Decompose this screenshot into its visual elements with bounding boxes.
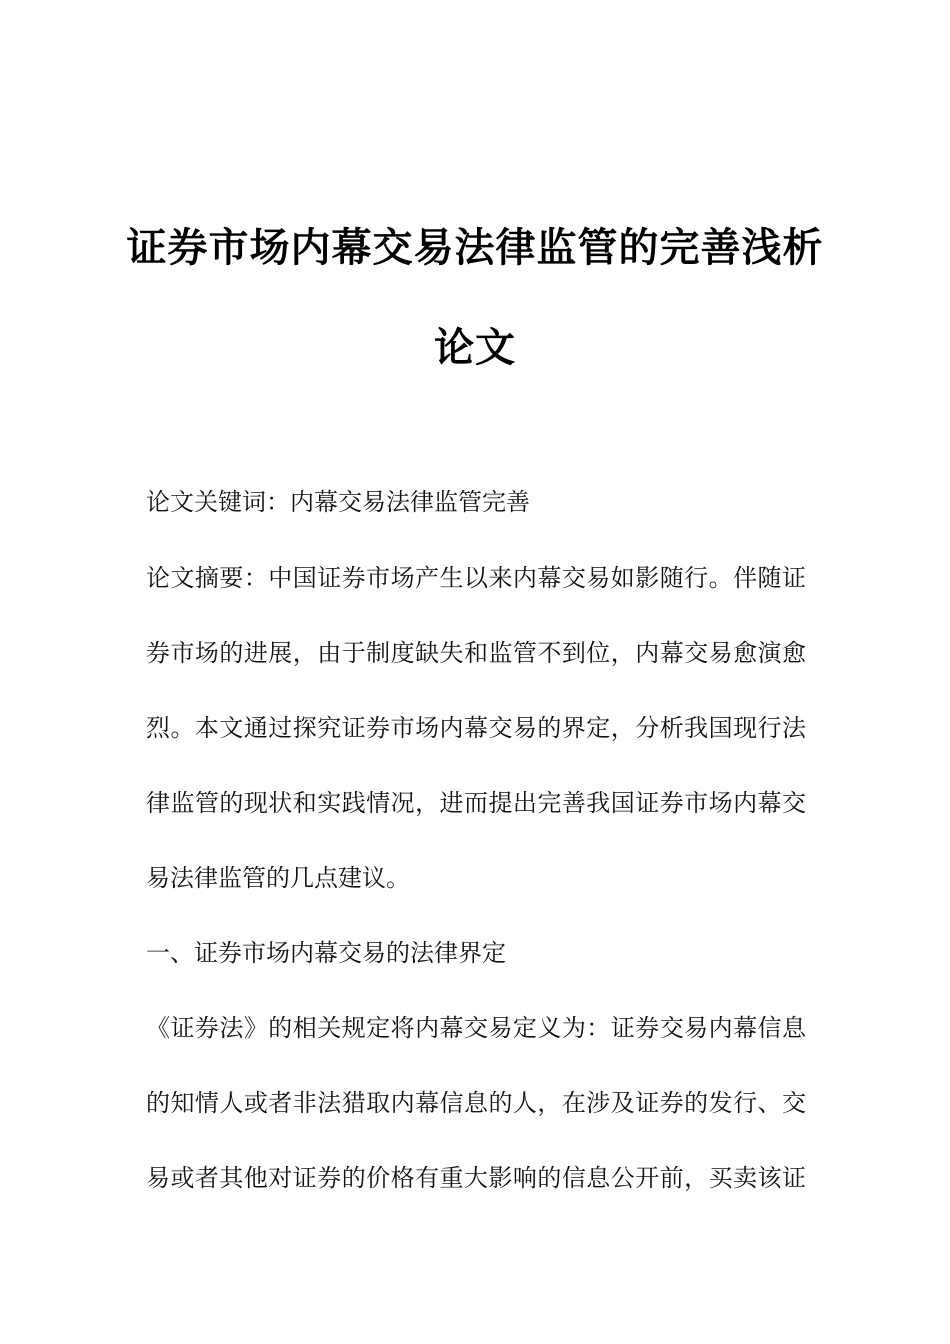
keywords-line: 论文关键词：内幕交易法律监管完善: [146, 488, 530, 516]
section-heading: 一、证券市场内幕交易的法律界定: [146, 939, 506, 967]
abstract-line-1: 论文摘要：中国证券市场产生以来内幕交易如影随行。伴随证: [146, 564, 806, 592]
abstract-line-3: 烈。本文通过探究证券市场内幕交易的界定，分析我国现行法: [146, 714, 806, 742]
section-line-1: 《证券法》的相关规定将内幕交易定义为：证券交易内幕信息: [146, 1014, 806, 1042]
abstract-line-4: 律监管的现状和实践情况，进而提出完善我国证券市场内幕交: [146, 789, 806, 817]
document-title-line-1: 证券市场内幕交易法律监管的完善浅析: [126, 225, 824, 271]
abstract-line-5: 易法律监管的几点建议。: [146, 864, 410, 892]
section-line-2: 的知情人或者非法猎取内幕信息的人，在涉及证券的发行、交: [146, 1089, 806, 1117]
document-title-line-2: 论文: [434, 325, 516, 371]
abstract-line-2: 券市场的进展，由于制度缺失和监管不到位，内幕交易愈演愈: [146, 639, 806, 667]
section-line-3: 易或者其他对证券的价格有重大影响的信息公开前，买卖该证: [146, 1164, 806, 1192]
